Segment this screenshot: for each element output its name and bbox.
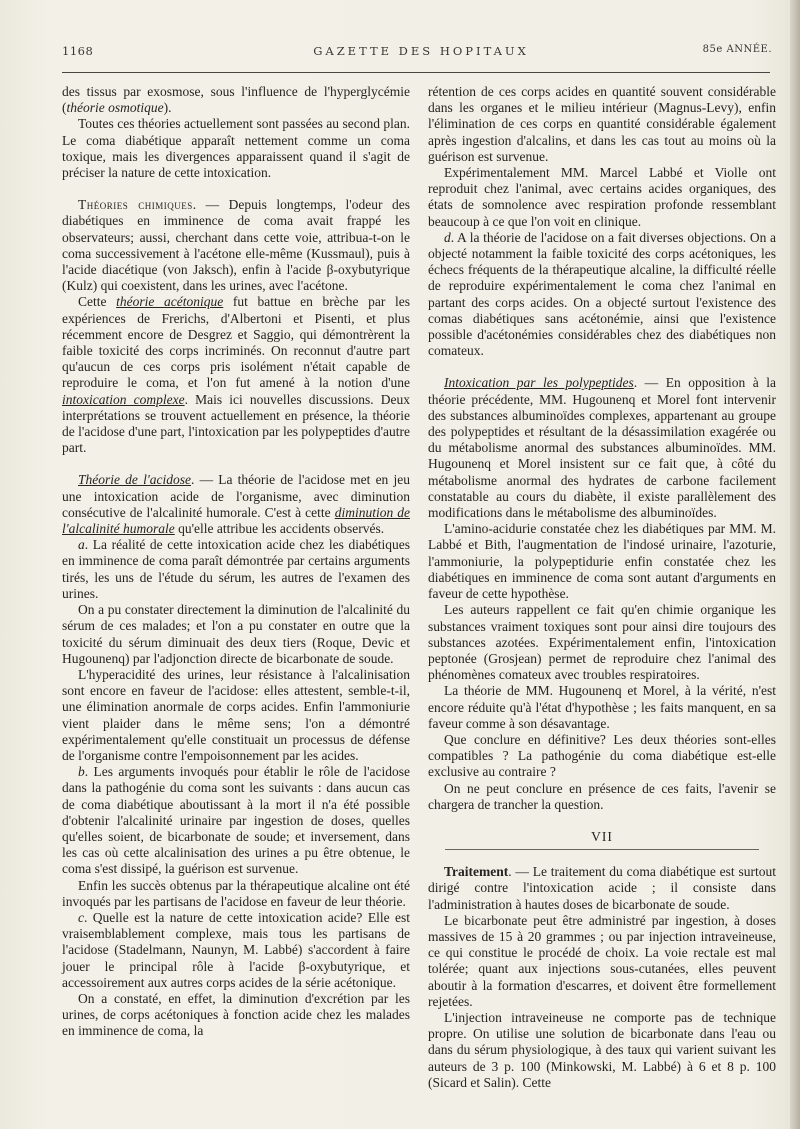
paragraph (428, 602, 776, 683)
paragraph-text: On a pu constater directement la diminution de l'alcalinité du sérum de ces malades; et l'on a pu constater en outre que la toxicité du sérum diminuait des deux tiers (Roque, Devic et Hugounenq) par l'adjonction directe de bicarbonate de soude. (62, 602, 410, 666)
right-column (428, 84, 776, 1091)
paragraph-text: Les auteurs rappellent ce fait qu'en chimie organique les substances vraiment toxiques sont pour ainsi dire toujours des substances azotées. Expérimentalement enfin, l'intoxication peptonée (Grosjean) permet de reproduire chez l'animal des phénomènes comateux avec troubles respiratoires. (428, 602, 776, 683)
emphasis-text: Traitement (444, 864, 509, 880)
paragraph (428, 913, 776, 1010)
page-edge (790, 0, 800, 1129)
paragraph-text: rétention de ces corps acides en quantité souvent considérable dans les organes et le milieu intérieur (Magnus-Levy), enfin l'élimination de ces corps en quantité considérable également après ingestion d'alcalins, et dans les cas tout au moins où la guérison est survenue. (428, 84, 776, 164)
paragraph (428, 732, 776, 781)
emphasis-text: a (78, 537, 85, 553)
paragraph (62, 878, 410, 910)
paragraph (428, 521, 776, 602)
paragraph-text: Que conclure en définitive? Les deux théories sont-elles compatibles ? La pathogénie du coma diabétique est-elle exclusive au contraire ? (428, 731, 776, 780)
left-column (62, 84, 410, 1040)
emphasis-text: Intoxication par les polypeptides (444, 375, 634, 391)
paragraph-text: . — Depuis longtemps, l'odeur des diabétiques en imminence de coma avait frappé les observateurs; aussi, cherchant dans cette voie, attribua-t-on le coma successivement à l'acétone elle-même (Kussmaul), puis à l'acide diacétique (von Jaksch), enfin à l'acide β-oxybutyrique (Kulz) qui coexistent, dans les urines, avec l'acétone. (62, 197, 410, 294)
page-header (62, 44, 780, 66)
paragraph (428, 683, 776, 732)
paragraph (428, 84, 776, 165)
paragraph-text: Toutes ces théories actuellement sont passées au second plan. Le coma diabétique apparaît nettement comme un coma toxique, mais les divergences apparaissent quand il s'agit de préciser la nature de cette intoxication. (62, 116, 410, 181)
paragraph (428, 165, 776, 230)
section-number: VII (428, 829, 776, 850)
paragraph-text: fut battue en brèche par les expériences de Frerichs, d'Albertoni et Pisenti, et plus récemment encore de Desgrez et Saggio, qui démontrèrent la faible toxicité des corps incriminés. On reconnut d'autre part qu'aucun de ces corps pris isolément n'était capable de reproduire le coma, et l'on fut amené à la notion d'une (62, 294, 410, 391)
emphasis-text: théorie osmotique (66, 100, 164, 116)
paragraph (62, 84, 410, 116)
paragraph-text: . — Le traitement du coma diabétique est surtout dirigé contre l'intoxication acide ; il consiste dans l'administration à hautes doses de bicarbonate de soude. (428, 864, 776, 912)
emphasis-text: intoxication complexe (62, 391, 185, 407)
paragraph-text: On ne peut conclure en présence de ces faits, l'avenir se chargera de trancher la question. (428, 780, 776, 812)
paragraph-text: . Les arguments invoqués pour établir le rôle de l'acidose dans la pathogénie du coma sont les suivants : dans aucun cas de coma diabétique aboutissant à la mort il n'a été possible d'obtenir l'alcalinité urinaire par ingestion de doses, quelles qu'elles soient, de bicarbonate de soude; et inversement, dans les cas où cette alcalinisation des urines a pu être obtenue, le coma s'est dissipé, la guérison est survenue. (62, 764, 410, 877)
paragraph-text: Le bicarbonate peut être administré par ingestion, à doses massives de 15 à 20 grammes ; ou par injection intraveineuse, ce qui constitue le procédé de choix. La voie rectale est mal tolérée; quant aux injections sous-cutanées, elles peuvent aboutir à la formation d'escarres, et doivent être formellement rejetées. (428, 912, 776, 1009)
paragraph (62, 537, 410, 602)
paragraph-text: Cette (78, 294, 117, 310)
paragraph (62, 910, 410, 991)
paragraph (62, 197, 410, 294)
paragraph (62, 472, 410, 537)
paragraph (62, 116, 410, 181)
paragraph-text: Expérimentalement MM. Marcel Labbé et Violle ont reproduit chez l'animal, avec certains acides organiques, des états de somnolence avec respiration profonde ressemblant beaucoup à ce que l'on voit en clinique. (428, 165, 776, 229)
paragraph (428, 864, 776, 913)
emphasis-text: théorie acétonique (116, 294, 224, 310)
emphasis-text: Théories chimiques (78, 197, 193, 213)
paragraph-text: . — La théorie de l'acidose met en jeu une intoxication acide de l'organisme, avec diminution consécutive de l'alcalinité humorale. C'est à cette (62, 472, 410, 520)
paragraph-text: . Mais ici nouvelles discussions. Deux interprétations se trouvent actuellement en présence, la théorie de l'acidose d'une part, l'intoxication par les polypeptides d'autre part. (62, 391, 410, 456)
emphasis-text: Théorie de l'acidose (78, 472, 191, 488)
paragraph-text: . La réalité de cette intoxication acide chez les diabétiques en imminence de coma paraît démontrée par certains arguments tirés, les uns de l'étude du sérum, les autres de l'examen des urines. (62, 537, 410, 601)
paragraph-text: qu'elle attribue les accidents observés. (174, 521, 385, 537)
publication-year: 85e ANNÉE. (702, 44, 772, 55)
paragraph (62, 991, 410, 1040)
paragraph-text: . Quelle est la nature de cette intoxication acide? Elle est vraisemblablement complexe, mais tous les partisans de l'acidose (Stadelmann, Naunyn, M. Labbé) s'accordent à faire jouer le principal rôle à l'acide β-oxybutyrique, et accessoirement aux autres corps acides de la série acétonique. (62, 909, 410, 990)
paragraph (62, 764, 410, 877)
paragraph (428, 375, 776, 521)
paragraph (428, 230, 776, 360)
paragraph-text: Enfin les succès obtenus par la thérapeutique alcaline ont été invoqués par les partisans de l'acidose en faveur de leur théorie. (62, 877, 410, 909)
paragraph-text: L'injection intraveineuse ne comporte pas de technique propre. On utilise une solution de bicarbonate dans l'eau ou dans du sérum physiologique, à des taux qui varient suivant les auteurs de 3 p. 100 (Minkowski, M. Labbé) à 6 et 8 p. 100 (Sicard et Salin). Cette (428, 1009, 776, 1090)
page-number: 1168 (62, 44, 94, 58)
emphasis-text: diminution de l'alcalinité humorale (62, 504, 410, 537)
paragraph (62, 667, 410, 764)
paragraph-text: des tissus par exosmose, sous l'influence de l'hyperglycémie ( (62, 84, 410, 116)
paragraph (428, 781, 776, 813)
paragraph-text: La théorie de MM. Hugounenq et Morel, à la vérité, n'est encore réduite qu'à l'état d'hypothèse ; les faits manquent, en sa faveur comme à son désavantage. (428, 683, 776, 731)
header-rule (62, 72, 770, 73)
paragraph-text: L'amino-acidurie constatée chez les diabétiques par MM. M. Labbé et Bith, l'augmentation de l'indosé urinaire, l'azoturie, l'ammoniurie, la polypeptidurie enfin constatée chez les diabétiques en imminence de coma sont autant d'arguments en faveur de cette hypothèse. (428, 521, 776, 602)
paragraph (62, 602, 410, 667)
paragraph-text: L'hyperacidité des urines, leur résistance à l'alcalinisation sont encore en faveur de l'acidose: elles attestent, semble-t-il, une élimination anormale de corps acides. Enfin l'ammoniurie vient plaider dans le même sens; l'on a démontré expérimentalement qu'elle constituait un processus de défense de l'organisme contre l'empoisonnement par les acides. (62, 666, 410, 763)
publication-title: GAZETTE DES HOPITAUX (313, 44, 529, 58)
emphasis-text: b (78, 764, 85, 780)
paragraph (428, 1010, 776, 1091)
paragraph (62, 294, 410, 456)
paragraph-text: . — En opposition à la théorie précédente, MM. Hugounenq et Morel font intervenir des substances albuminoïdes complexes, appartenant au groupe des polypeptides et résultant de la désassimilation exagérée ou du métabolisme anormal des substances albuminoïdes. MM. Hugounenq et Morel insistent sur ce fait que, à côté du métabolisme anormal des hydrates de carbone facilement constatable au cours du diabète, il existe parallèlement des modifications dans le métabolisme des albuminoïdes. (428, 375, 776, 521)
emphasis-text: d (444, 229, 451, 245)
emphasis-text: c (78, 909, 84, 925)
paragraph-text: . A la théorie de l'acidose on a fait diverses objections. On a objecté notamment la faible toxicité des corps acétoniques, les échecs fréquents de la thérapeutique alcaline, la difficulté réelle de reproduire expérimentalement le coma chez l'animal en partant des corps acides. On a objecté surtout l'existence des comas diabétiques sans acétonémie, ainsi que l'existence possible d'acétonémies considérables chez des diabétiques non comateux. (428, 229, 776, 359)
paragraph-text: ). (163, 100, 172, 116)
paragraph-text: On a constaté, en effet, la diminution d'excrétion par les urines, de corps acétoniques à fonction acide chez les malades en imminence de coma, la (62, 990, 410, 1039)
